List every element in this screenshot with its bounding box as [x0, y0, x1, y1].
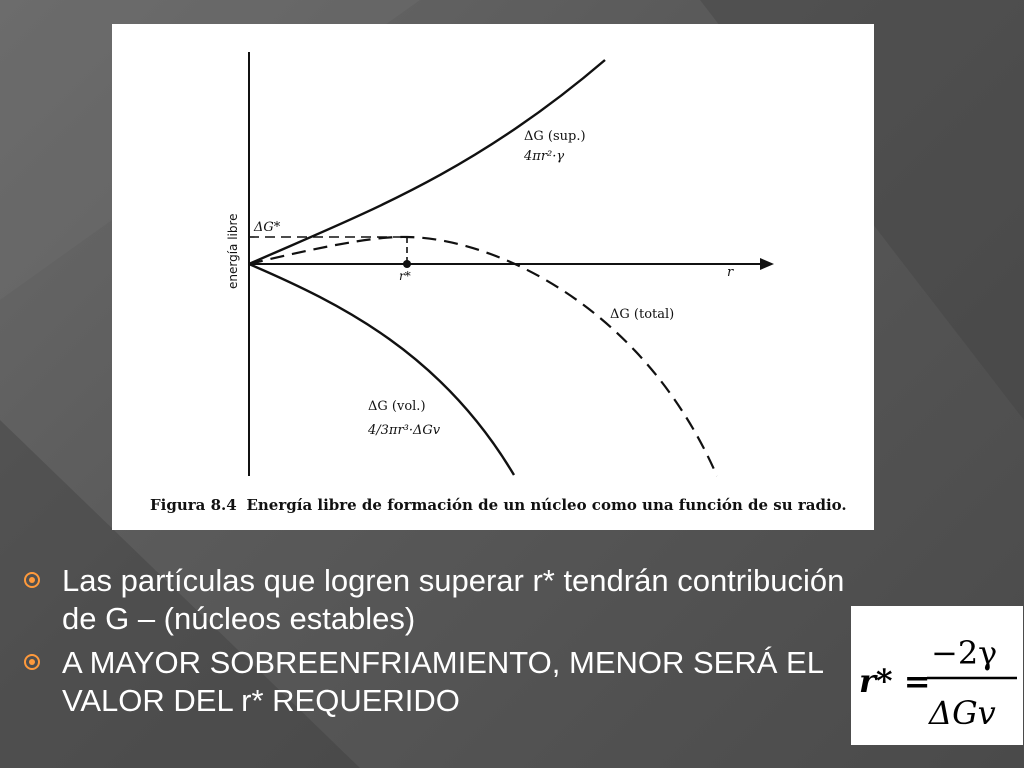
- bullet-item: [22, 644, 862, 720]
- rstar-point: [403, 260, 411, 268]
- nucleation-energy-diagram: [112, 24, 874, 530]
- bullet-icon: [24, 572, 40, 588]
- caption-bold: Figura 8.4: [150, 496, 237, 514]
- rstar-label: r*: [399, 269, 411, 283]
- curve-sup-label: ΔG (sup.): [524, 129, 586, 144]
- dg-star-label: ΔG*: [254, 220, 281, 235]
- critical-radius-formula: [851, 606, 1023, 745]
- x-axis-label: r: [727, 265, 734, 280]
- bullet-list: [22, 562, 862, 726]
- formula-lhs: r* =: [859, 662, 931, 700]
- curve-volume: [249, 264, 514, 475]
- curve-sup-formula: 4πr²·γ: [524, 149, 565, 164]
- curve-total: [249, 237, 717, 476]
- caption-text: Energía libre de formación de un núcleo como una función de su radio.: [246, 496, 847, 514]
- bullet-text: A MAYOR SOBREENFRIAMIENTO, MENOR SERÁ EL VALOR DEL r* REQUERIDO: [62, 645, 823, 718]
- curve-vol-label: ΔG (vol.): [368, 399, 426, 414]
- formula-svg: [851, 606, 1023, 745]
- curve-vol-formula: 4/3πr³·ΔGv: [368, 423, 441, 438]
- x-axis-arrow: [760, 258, 774, 270]
- bullet-item: [22, 562, 862, 638]
- bullet-text: Las partículas que logren superar r* tendrán contribución de G – (núcleos estables): [62, 563, 845, 636]
- curve-total-label: ΔG (total): [610, 307, 675, 322]
- figure-panel: [112, 24, 874, 530]
- figure-caption: [150, 496, 847, 514]
- formula-numerator: −2γ: [931, 634, 998, 672]
- bullet-icon: [24, 654, 40, 670]
- formula-denominator: ΔGv: [929, 694, 996, 732]
- y-axis-label: energía libre: [226, 213, 240, 289]
